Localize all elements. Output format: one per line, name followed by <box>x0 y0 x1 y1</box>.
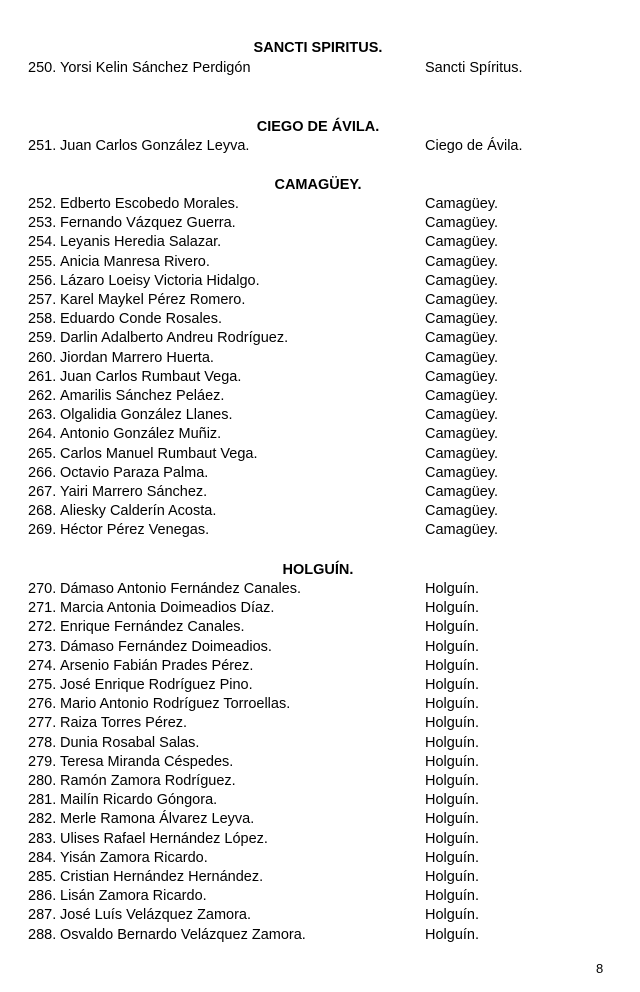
list-item <box>0 887 640 906</box>
entry-number: 263. <box>28 407 57 424</box>
entry-name: Héctor Pérez Venegas. <box>60 522 210 539</box>
entry-number: 256. <box>28 272 57 289</box>
list-item <box>0 329 640 348</box>
entry-name: Olgalidia González Llanes. <box>60 407 233 424</box>
list-item <box>0 753 640 772</box>
entry-number: 253. <box>28 215 57 232</box>
entry-name: Anicia Manresa Rivero. <box>60 253 210 270</box>
list-item <box>0 387 640 406</box>
entry-name: Marcia Antonia Doimeadios Díaz. <box>60 600 275 617</box>
list-item <box>0 791 640 810</box>
list-item <box>0 810 640 829</box>
entry-province: Camagüey. <box>425 445 499 462</box>
entry-province: Camagüey. <box>425 311 499 328</box>
list-item <box>0 714 640 733</box>
entry-province: Holguín. <box>425 696 480 713</box>
entry-province: Camagüey. <box>425 522 499 539</box>
list-item <box>0 291 640 310</box>
list-item <box>0 445 640 464</box>
entry-province: Holguín. <box>425 830 480 847</box>
entry-province: Camagüey. <box>425 503 499 520</box>
list-item <box>0 425 640 444</box>
entry-name: Dámaso Antonio Fernández Canales. <box>60 581 302 597</box>
list-item <box>0 483 640 502</box>
entry-number: 265. <box>28 445 57 462</box>
entry-number: 257. <box>28 292 57 308</box>
section-heading-holguin: HOLGUÍN. <box>282 562 354 578</box>
entry-name: Fernando Vázquez Guerra. <box>60 215 236 232</box>
entry-name: Yorsi Kelin Sánchez Perdigón <box>60 60 251 76</box>
list-item <box>0 349 640 368</box>
entry-name: Jiordan Marrero Huerta. <box>60 349 214 366</box>
entry-name: Amarilis Sánchez Peláez. <box>60 388 225 404</box>
entry-name: Teresa Miranda Céspedes. <box>60 753 234 770</box>
list-item <box>0 849 640 868</box>
entry-name: Ramón Zamora Rodríguez. <box>60 773 236 789</box>
entry-number: 277. <box>28 715 57 732</box>
entry-province: Holguín. <box>425 657 480 674</box>
entry-name: Lisán Zamora Ricardo. <box>60 888 207 905</box>
list-item <box>0 906 640 925</box>
entry-name: Arsenio Fabián Prades Pérez. <box>60 657 254 674</box>
list-item <box>0 618 640 637</box>
entry-name: José Luís Velázquez Zamora. <box>60 907 252 924</box>
list-item <box>0 676 640 695</box>
entry-number: 251. <box>28 138 57 154</box>
list-item <box>0 214 640 233</box>
entry-number: 252. <box>28 196 57 212</box>
list-item <box>0 926 640 945</box>
section-heading-sancti-spiritus: SANCTI SPIRITUS. <box>253 40 383 56</box>
entry-province: Camagüey. <box>425 253 499 270</box>
entry-name: Carlos Manuel Rumbaut Vega. <box>60 445 258 462</box>
list-item <box>0 868 640 887</box>
entry-name: Yisán Zamora Ricardo. <box>60 849 208 866</box>
entry-number: 274. <box>28 657 57 674</box>
entry-name: Antonio González Muñiz. <box>60 426 222 443</box>
entry-province: Camagüey. <box>425 215 499 232</box>
entry-number: 275. <box>28 677 57 693</box>
entry-name: Ulises Rafael Hernández López. <box>60 830 268 847</box>
entry-province: Camagüey. <box>425 349 499 366</box>
entry-number: 261. <box>28 368 57 385</box>
entry-number: 259. <box>28 330 57 347</box>
entry-name: Eduardo Conde Rosales. <box>60 311 223 328</box>
entry-number: 280. <box>28 773 57 789</box>
entry-name: Leyanis Heredia Salazar. <box>60 234 222 251</box>
entry-name: Raiza Torres Pérez. <box>60 715 188 732</box>
entry-number: 260. <box>28 349 57 366</box>
entry-number: 279. <box>28 753 57 770</box>
entry-province: Sancti Spíritus. <box>425 60 523 76</box>
list-item <box>0 502 640 521</box>
entry-province: Holguín. <box>425 677 480 693</box>
entry-province: Holguín. <box>425 792 480 809</box>
entry-number: 288. <box>28 926 57 943</box>
entry-number: 287. <box>28 907 57 924</box>
entry-number: 255. <box>28 253 57 270</box>
list-item <box>0 137 640 156</box>
entry-province: Holguín. <box>425 581 480 597</box>
entry-province: Camagüey. <box>425 407 499 424</box>
entry-name: Edberto Escobedo Morales. <box>60 196 239 212</box>
list-item <box>0 734 640 753</box>
entry-number: 254. <box>28 234 57 251</box>
entry-province: Holguín. <box>425 849 480 866</box>
entry-number: 271. <box>28 600 57 617</box>
list-item <box>0 59 640 78</box>
entry-name: Dunia Rosabal Salas. <box>60 734 200 751</box>
entry-province: Camagüey. <box>425 272 499 289</box>
list-item <box>0 695 640 714</box>
list-item <box>0 657 640 676</box>
entry-province: Camagüey. <box>425 368 499 385</box>
entry-name: Merle Ramona Álvarez Leyva. <box>60 811 255 828</box>
list-item <box>0 521 640 540</box>
entry-number: 283. <box>28 830 57 847</box>
entry-province: Camagüey. <box>425 484 499 500</box>
entry-name: Darlin Adalberto Andreu Rodríguez. <box>60 330 289 347</box>
entry-name: Mario Antonio Rodríguez Torroellas. <box>60 696 291 713</box>
entry-name: Lázaro Loeisy Victoria Hidalgo. <box>60 272 260 289</box>
list-item <box>0 772 640 791</box>
list-item <box>0 368 640 387</box>
entry-number: 273. <box>28 638 57 655</box>
list-item <box>0 233 640 252</box>
entry-number: 282. <box>28 811 57 828</box>
entry-name: Osvaldo Bernardo Velázquez Zamora. <box>60 926 306 943</box>
list-item <box>0 599 640 618</box>
entry-province: Holguín. <box>425 619 480 636</box>
entry-number: 258. <box>28 311 57 328</box>
entry-name: Karel Maykel Pérez Romero. <box>60 292 246 308</box>
section-heading-camaguey: CAMAGÜEY. <box>274 177 362 193</box>
entry-number: 267. <box>28 484 57 500</box>
entry-province: Holguín. <box>425 888 480 905</box>
entry-number: 270. <box>28 581 57 597</box>
entry-number: 284. <box>28 849 57 866</box>
entry-number: 262. <box>28 388 57 404</box>
entry-number: 276. <box>28 696 57 713</box>
entry-province: Holguín. <box>425 715 480 732</box>
entry-number: 281. <box>28 792 57 809</box>
entry-number: 269. <box>28 522 57 539</box>
entry-name: Dámaso Fernández Doimeadios. <box>60 638 272 655</box>
list-item <box>0 253 640 272</box>
entry-number: 286. <box>28 888 57 905</box>
entry-province: Holguín. <box>425 734 480 751</box>
list-item <box>0 195 640 214</box>
entry-province: Holguín. <box>425 811 480 828</box>
entry-number: 268. <box>28 503 57 520</box>
entry-name: Octavio Paraza Palma. <box>60 464 209 481</box>
entry-province: Ciego de Ávila. <box>425 138 523 154</box>
entry-province: Camagüey. <box>425 426 499 443</box>
entry-province: Holguín. <box>425 638 480 655</box>
entry-province: Camagüey. <box>425 292 499 308</box>
entry-name: Yairi Marrero Sánchez. <box>60 484 208 500</box>
entry-number: 272. <box>28 619 57 636</box>
entry-province: Holguín. <box>425 773 480 789</box>
list-item <box>0 272 640 291</box>
entry-number: 264. <box>28 426 57 443</box>
entry-name: José Enrique Rodríguez Pino. <box>60 677 253 693</box>
entry-province: Holguín. <box>425 600 480 617</box>
entry-province: Camagüey. <box>425 464 499 481</box>
entry-province: Holguín. <box>425 926 480 943</box>
entry-province: Camagüey. <box>425 196 499 212</box>
entry-name: Juan Carlos Rumbaut Vega. <box>60 368 242 385</box>
list-item <box>0 310 640 329</box>
list-item <box>0 406 640 425</box>
page-number: 8 <box>596 961 604 976</box>
list-item <box>0 830 640 849</box>
entry-number: 285. <box>28 869 57 885</box>
list-item <box>0 464 640 483</box>
entry-number: 266. <box>28 464 57 481</box>
entry-name: Enrique Fernández Canales. <box>60 619 245 636</box>
entry-province: Holguín. <box>425 907 480 924</box>
entry-province: Camagüey. <box>425 330 499 347</box>
entry-name: Juan Carlos González Leyva. <box>60 138 250 154</box>
entry-name: Mailín Ricardo Góngora. <box>60 792 218 809</box>
entry-number: 250. <box>28 60 57 76</box>
entry-province: Camagüey. <box>425 234 499 251</box>
entry-name: Cristian Hernández Hernández. <box>60 869 264 885</box>
entry-name: Aliesky Calderín Acosta. <box>60 503 217 520</box>
list-item <box>0 580 640 599</box>
entry-number: 278. <box>28 734 57 751</box>
entry-province: Holguín. <box>425 869 480 885</box>
entry-province: Camagüey. <box>425 388 499 404</box>
section-heading-ciego-de-avila: CIEGO DE ÁVILA. <box>256 119 380 135</box>
list-item <box>0 638 640 657</box>
entry-province: Holguín. <box>425 753 480 770</box>
